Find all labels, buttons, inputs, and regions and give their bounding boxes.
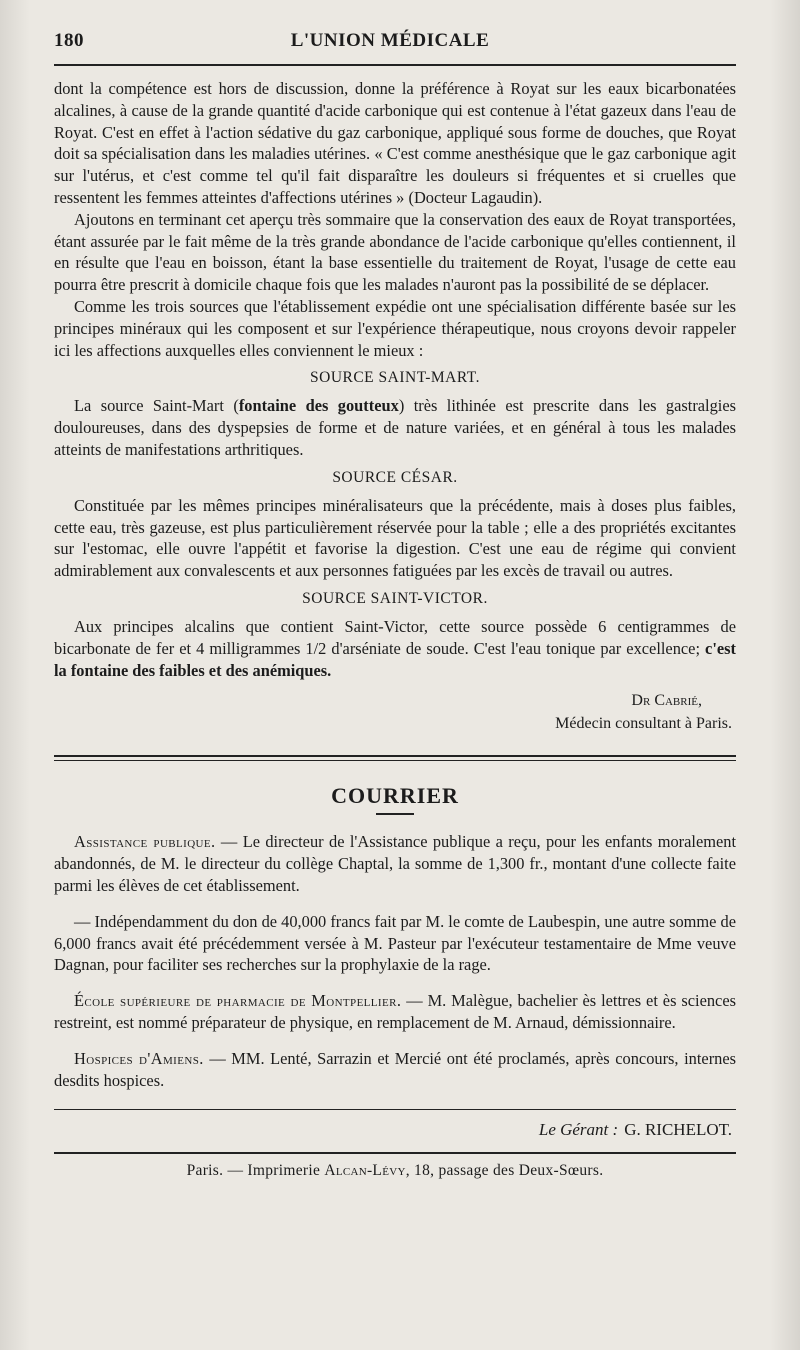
source-saint-mart-text xyxy=(54,395,736,460)
news-item-amiens xyxy=(54,1048,736,1092)
courrier-heading: COURRIER xyxy=(331,783,459,809)
source-saint-victor-text xyxy=(54,616,736,681)
saint-victor-text-start: Aux principes alcalins que contient Saint-Victor, cette source possède 6 centigrammes de bicarbonate de fer et 4 milligrammes 1/2 d'arséniate de soude. C'est l'eau tonique par excellence; xyxy=(54,616,736,658)
saint-mart-text-start: La source Saint-Mart ( xyxy=(74,396,239,416)
saint-victor-bold-tagline: c'est la fontaine des faibles et des anémiques. xyxy=(54,638,736,680)
footer-rule xyxy=(54,1109,736,1110)
gerant-name: G. RICHELOT. xyxy=(624,1120,732,1140)
header-rule xyxy=(54,64,736,66)
signature-block xyxy=(54,689,736,735)
imprimerie-prefix: Paris. — Imprimerie xyxy=(186,1162,325,1180)
imprimerie-suffix: , 18, passage des Deux-Sœurs. xyxy=(405,1162,604,1180)
news-text: — M. Malègue, bachelier ès lettres et ès sciences restreint, est nommé préparateur de physique, en remplacement de M. Arnaud, démissionnaire. xyxy=(54,991,736,1032)
journal-title: L'UNION MÉDICALE xyxy=(290,30,490,51)
imprimerie-name: Alcan-Lévy xyxy=(324,1162,406,1180)
source-saint-mart-title: SOURCE SAINT-MART. xyxy=(310,369,480,387)
intro-paragraph-3: Comme les trois sources que l'établissement expédie ont une spécialisation différente basée sur les principes minéraux qui les composent et sur l'expérience thérapeutique, nous croyons devoir rappeler ici les affections auxquelles elles conviennent le mieux : xyxy=(54,296,736,360)
saint-mart-text-end: ) très lithinée est prescrite dans les gastralgies douloureuses, dans des dyspepsies de forme et de nature variées, et en général à tous les malades atteints de manifestations arthritiques. xyxy=(54,396,737,459)
news-item-assistance xyxy=(54,831,736,896)
section-double-rule xyxy=(54,755,736,761)
news-item-pasteur xyxy=(54,911,736,976)
intro-paragraph-2: Ajoutons en terminant cet aperçu très sommaire que la conservation des eaux de Royat transportées, étant assurée par le fait même de la très grande abondance de l'acide carbonique qu'elles contiennent, il en résulte que l'eau en boisson, étant la base essentielle du traitement de Royat, l'usage de cette eau pourra être prescrit à domicile chaque fois que les malades n'auront pas la possibilité de se déplacer. xyxy=(54,209,736,295)
news-lead: Hospices d'Amiens. xyxy=(74,1048,204,1068)
news-text: — Le directeur de l'Assistance publique a reçu, pour les enfants moralement abandonnés, de M. le directeur du collège Chaptal, la somme de 1,300 fr., montant d'une collecte faite parmi les élèves de cet établissement. xyxy=(54,832,736,895)
signature-author: Dr Cabrié, xyxy=(631,692,702,710)
gerant-label: Le Gérant : xyxy=(538,1120,619,1140)
news-lead: École supérieure de pharmacie de Montpellier. xyxy=(74,991,402,1011)
page-number: 180 xyxy=(54,30,84,51)
signature-role: Médecin consultant à Paris. xyxy=(555,715,732,733)
saint-mart-bold-name: fontaine des goutteux xyxy=(238,396,399,416)
intro-paragraph-1: dont la compétence est hors de discussion, donne la préférence à Royat sur les eaux bicarbonatées alcalines, à cause de la grande quantité d'acide carbonique qui est contenue à l'état gazeux dans l'eau de Royat. C'est en effet à l'action sédative du gaz carbonique, appliqué sous forme de douches, que Royat doit sa spécialisation dans les maladies utérines. « C'est comme anesthésique que le gaz carbonique agit sur l'utérus, et c'est comme tel qu'il fait disparaître les douleurs si fréquentes et si cruelles que ressentent les femmes atteintes d'affections utérines » (Docteur Lagaudin). xyxy=(54,79,736,207)
bottom-rule xyxy=(54,1152,736,1154)
source-cesar-text: Constituée par les mêmes principes minéralisateurs que la précédente, mais à doses plus faibles, cette eau, très gazeuse, est plus particulièrement réservée pour la table ; elle a des propriétés excitantes sur l'estomac, elle ouvre l'appétit et favorise la digestion. C'est une eau de régime qui convient admirablement aux convalescents et aux personnes fatiguées par les excès de travail ou autres. xyxy=(54,495,736,581)
news-item-montpellier xyxy=(54,990,736,1034)
gerant-line xyxy=(54,1120,736,1140)
source-cesar-title: SOURCE CÉSAR. xyxy=(332,468,458,486)
news-text: — Indépendamment du don de 40,000 francs fait par M. le comte de Laubespin, une autre somme de 6,000 francs avait été précédemment versée à M. Pasteur par l'exécuteur testamentaire de Mme veuve Dagnan, pour faciliter ses recherches sur la prophylaxie de la rage. xyxy=(54,911,736,975)
news-text: — MM. Lenté, Sarrazin et Mercié ont été proclamés, après concours, internes desdits hospices. xyxy=(54,1048,737,1090)
imprimerie-line xyxy=(54,1162,736,1180)
source-saint-victor-title: SOURCE SAINT-VICTOR. xyxy=(302,589,488,607)
running-head xyxy=(54,30,736,62)
news-lead: Assistance publique. xyxy=(74,832,216,852)
courrier-underline xyxy=(376,813,414,815)
